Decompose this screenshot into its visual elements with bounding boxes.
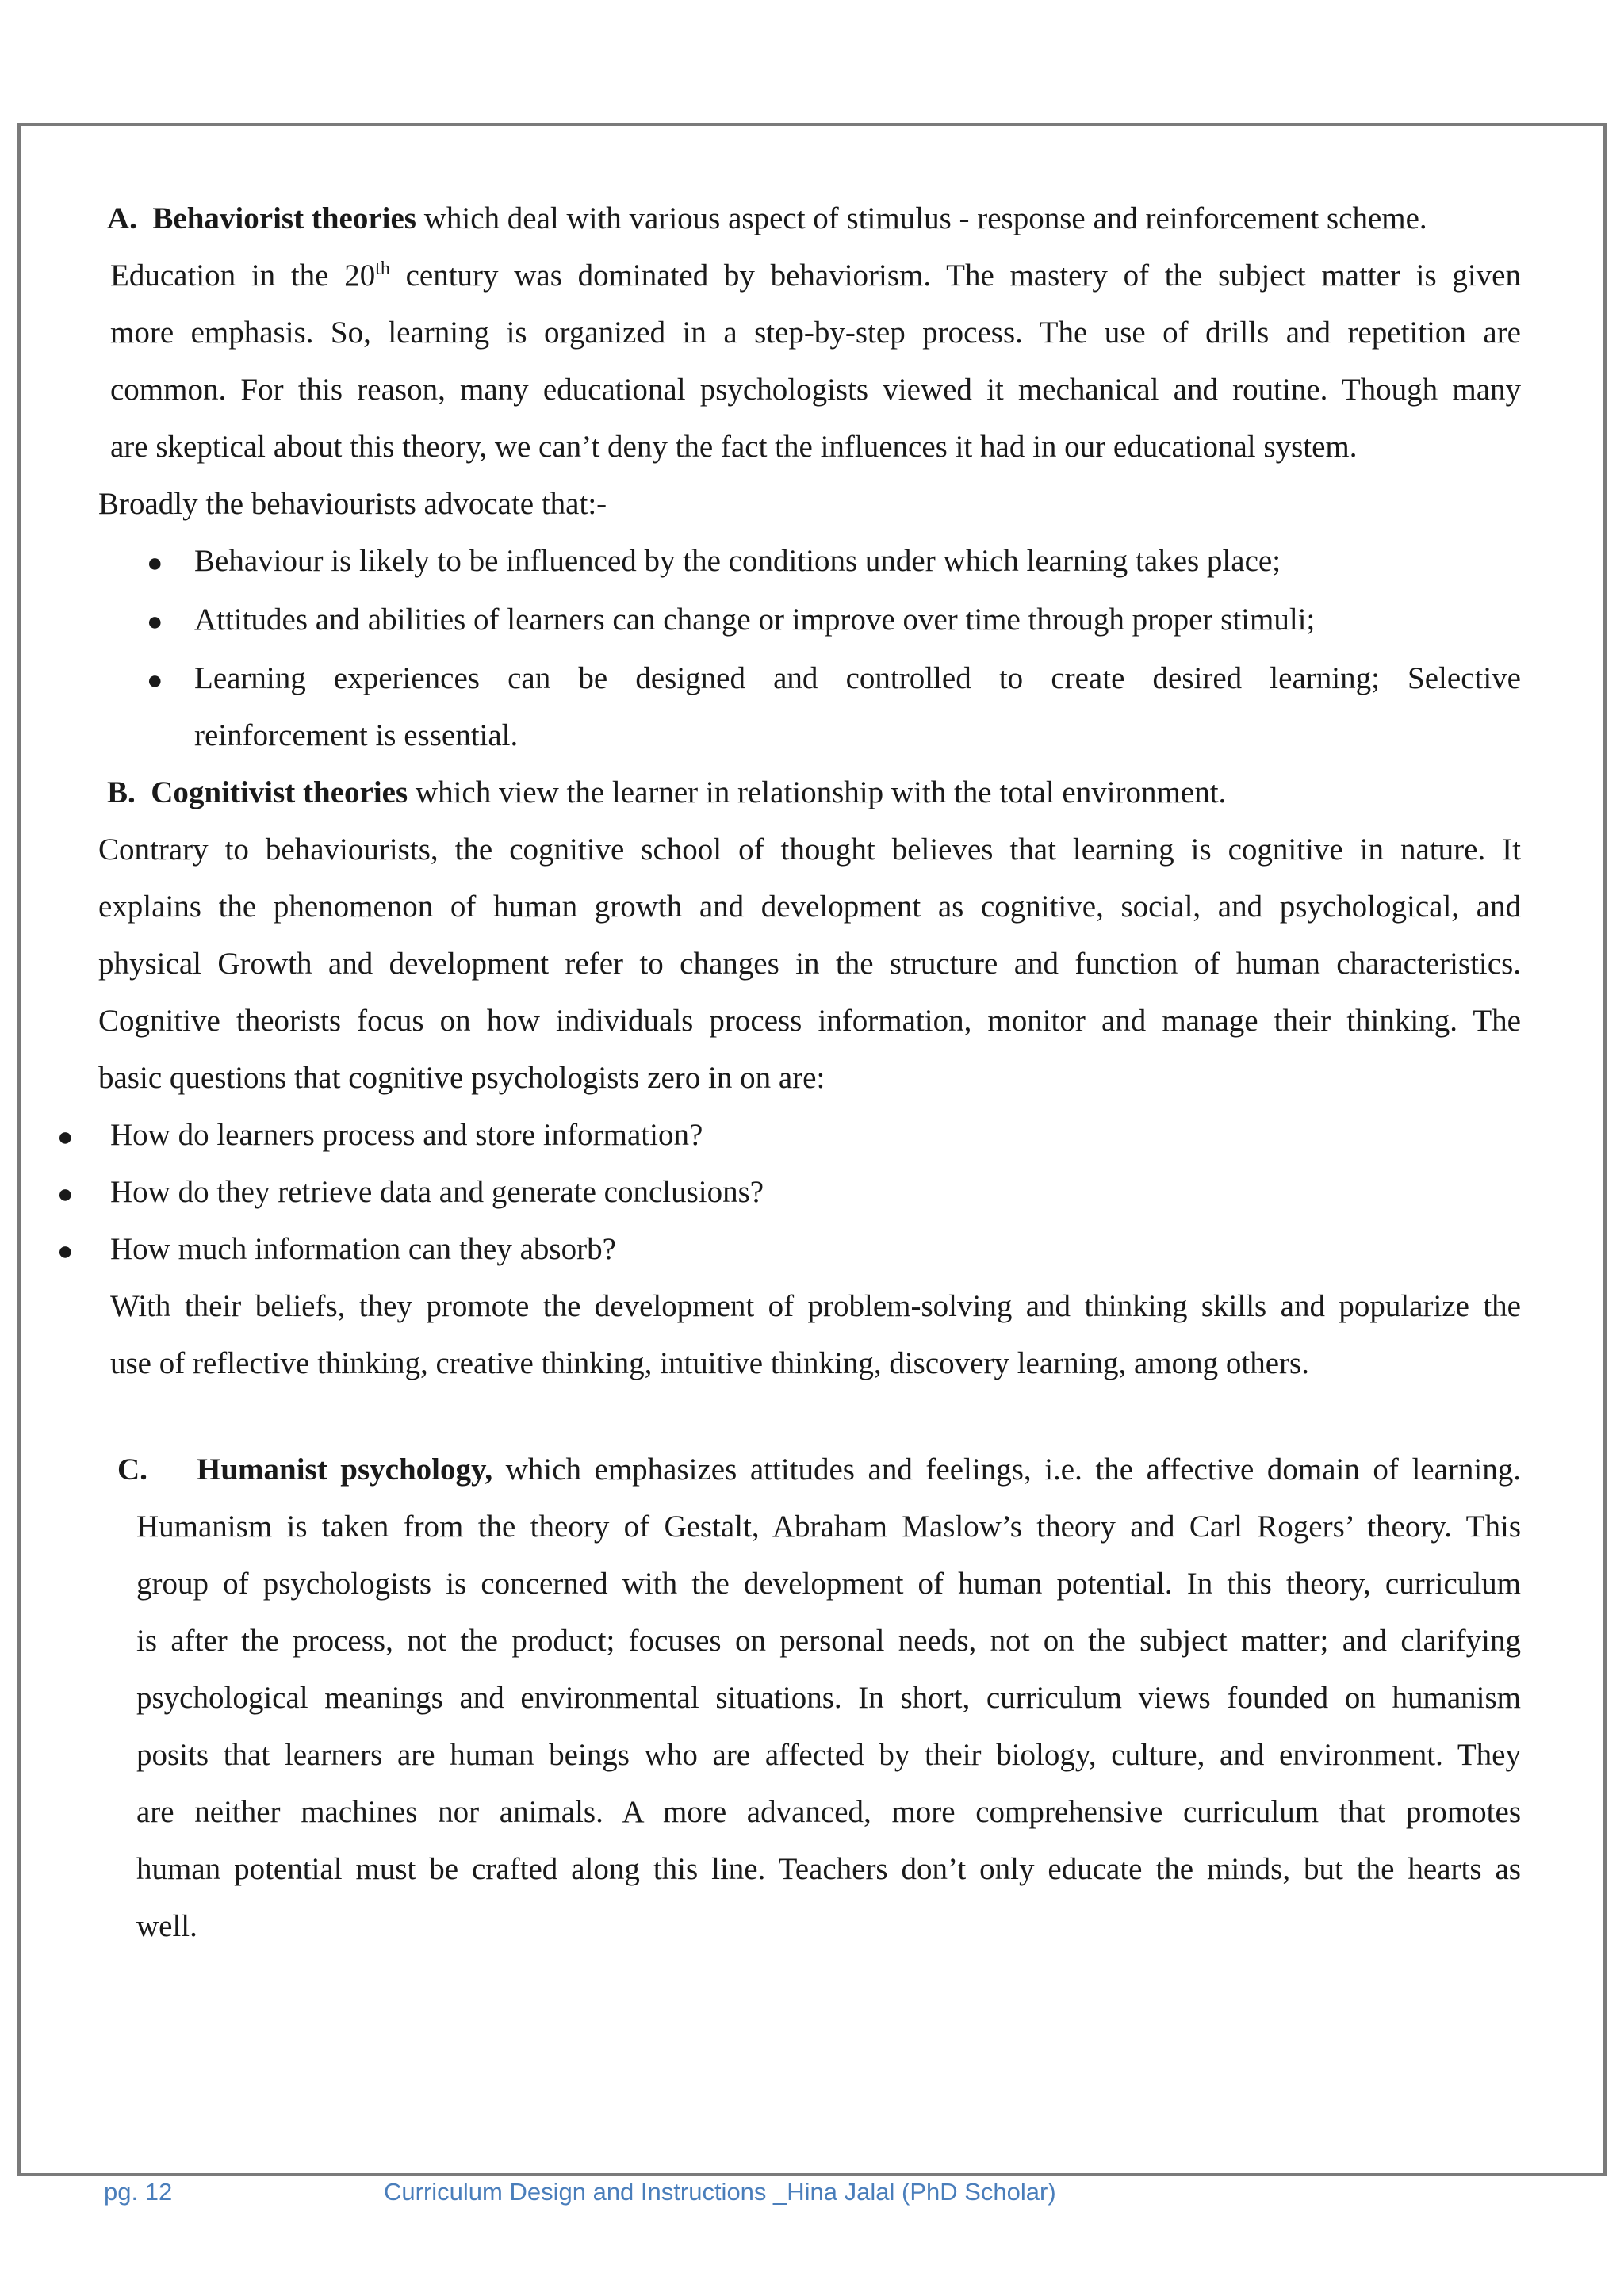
list-item: Learning experiences can be designed and controlled to create desired learning; Selective [194,661,1521,695]
bullet-icon: ● [57,1123,74,1152]
list-item: Behaviour is likely to be influenced by the conditions under which learning takes place; [194,544,1281,578]
section-b-title: Cognitivist theories [151,775,408,809]
section-c-line: well. [136,1909,197,1943]
list-item-continuation: reinforcement is essential. [194,718,519,752]
section-c-line: is after the process, not the product; focuses on personal needs, not on the subject matter; and clarifying [136,1624,1521,1658]
section-a-title: Behaviorist theories [152,201,416,235]
section-c-label: C. [117,1452,147,1487]
section-c-line: human potential must be crafted along this line. Teachers don’t only educate the minds, but the hearts as [136,1852,1521,1886]
section-a-line: are skeptical about this theory, we can’t deny the fact the influences it had in our educational system. [110,430,1358,464]
question-item: How do they retrieve data and generate conclusions? [110,1175,764,1209]
section-b-title-rest: which view the learner in relationship with the total environment. [408,775,1227,809]
page-number: pg. 12 [104,2178,173,2206]
section-c-title-rest: which emphasizes attitudes and feelings, i.e. the affective domain of learning. [492,1452,1521,1487]
section-a-line: common. For this reason, many educational psychologists viewed it mechanical and routine. Though many [110,373,1521,407]
section-c-line: posits that learners are human beings who are affected by their biology, culture, and environment. They [136,1738,1521,1772]
bullet-icon: ● [147,666,163,695]
bullet-icon: ● [57,1180,74,1209]
section-b-line: physical Growth and development refer to changes in the structure and function of human characteristics. [98,947,1521,981]
section-a-line: Education in the 20th century was dominated by behaviorism. The mastery of the subject matter is given [110,258,1521,293]
section-c-line: Humanism is taken from the theory of Gestalt, Abraham Maslow’s theory and Carl Rogers’ theory. This [136,1510,1521,1544]
section-b-line: Contrary to behaviourists, the cognitive school of thought believes that learning is cognitive in nature. It [98,832,1521,867]
section-b-closing: use of reflective thinking, creative thinking, intuitive thinking, discovery learning, among others. [110,1346,1309,1380]
section-b-line: basic questions that cognitive psychologists zero in on are: [98,1061,825,1095]
section-b-closing: With their beliefs, they promote the development of problem-solving and thinking skills and popularize the [110,1289,1521,1323]
section-b-heading [107,764,1226,821]
section-b-line: explains the phenomenon of human growth and development as cognitive, social, and psychological, and [98,890,1521,924]
section-c-heading-text [197,1441,1521,1498]
list-item: Attitudes and abilities of learners can change or improve over time through proper stimuli; [194,603,1316,637]
behaviourists-intro: Broadly the behaviourists advocate that:- [98,487,607,521]
bullet-icon: ● [147,607,163,637]
section-c-line: are neither machines nor animals. A more advanced, more comprehensive curriculum that promotes [136,1795,1521,1829]
question-item: How do learners process and store information? [110,1118,703,1152]
footer-title: Curriculum Design and Instructions _Hina Jalal (PhD Scholar) [384,2178,1056,2206]
section-b-label: B. [107,775,136,809]
section-c-line: psychological meanings and environmental situations. In short, curriculum views founded on humanism [136,1681,1521,1715]
bullet-icon: ● [57,1237,74,1266]
section-b-line: Cognitive theorists focus on how individuals process information, monitor and manage their thinking. The [98,1004,1521,1038]
section-a-line: more emphasis. So, learning is organized in a step-by-step process. The use of drills and repetition are [110,316,1521,350]
section-a-heading [107,190,1427,247]
section-c-heading [117,1441,147,1498]
section-c-title: Humanist psychology, [197,1452,493,1487]
section-c-line: group of psychologists is concerned with the development of human potential. In this theory, curriculum [136,1567,1521,1601]
section-a-title-rest: which deal with various aspect of stimulus - response and reinforcement scheme. [416,201,1427,235]
question-item: How much information can they absorb? [110,1232,616,1266]
bullet-icon: ● [147,549,163,578]
section-a-label: A. [107,201,137,235]
